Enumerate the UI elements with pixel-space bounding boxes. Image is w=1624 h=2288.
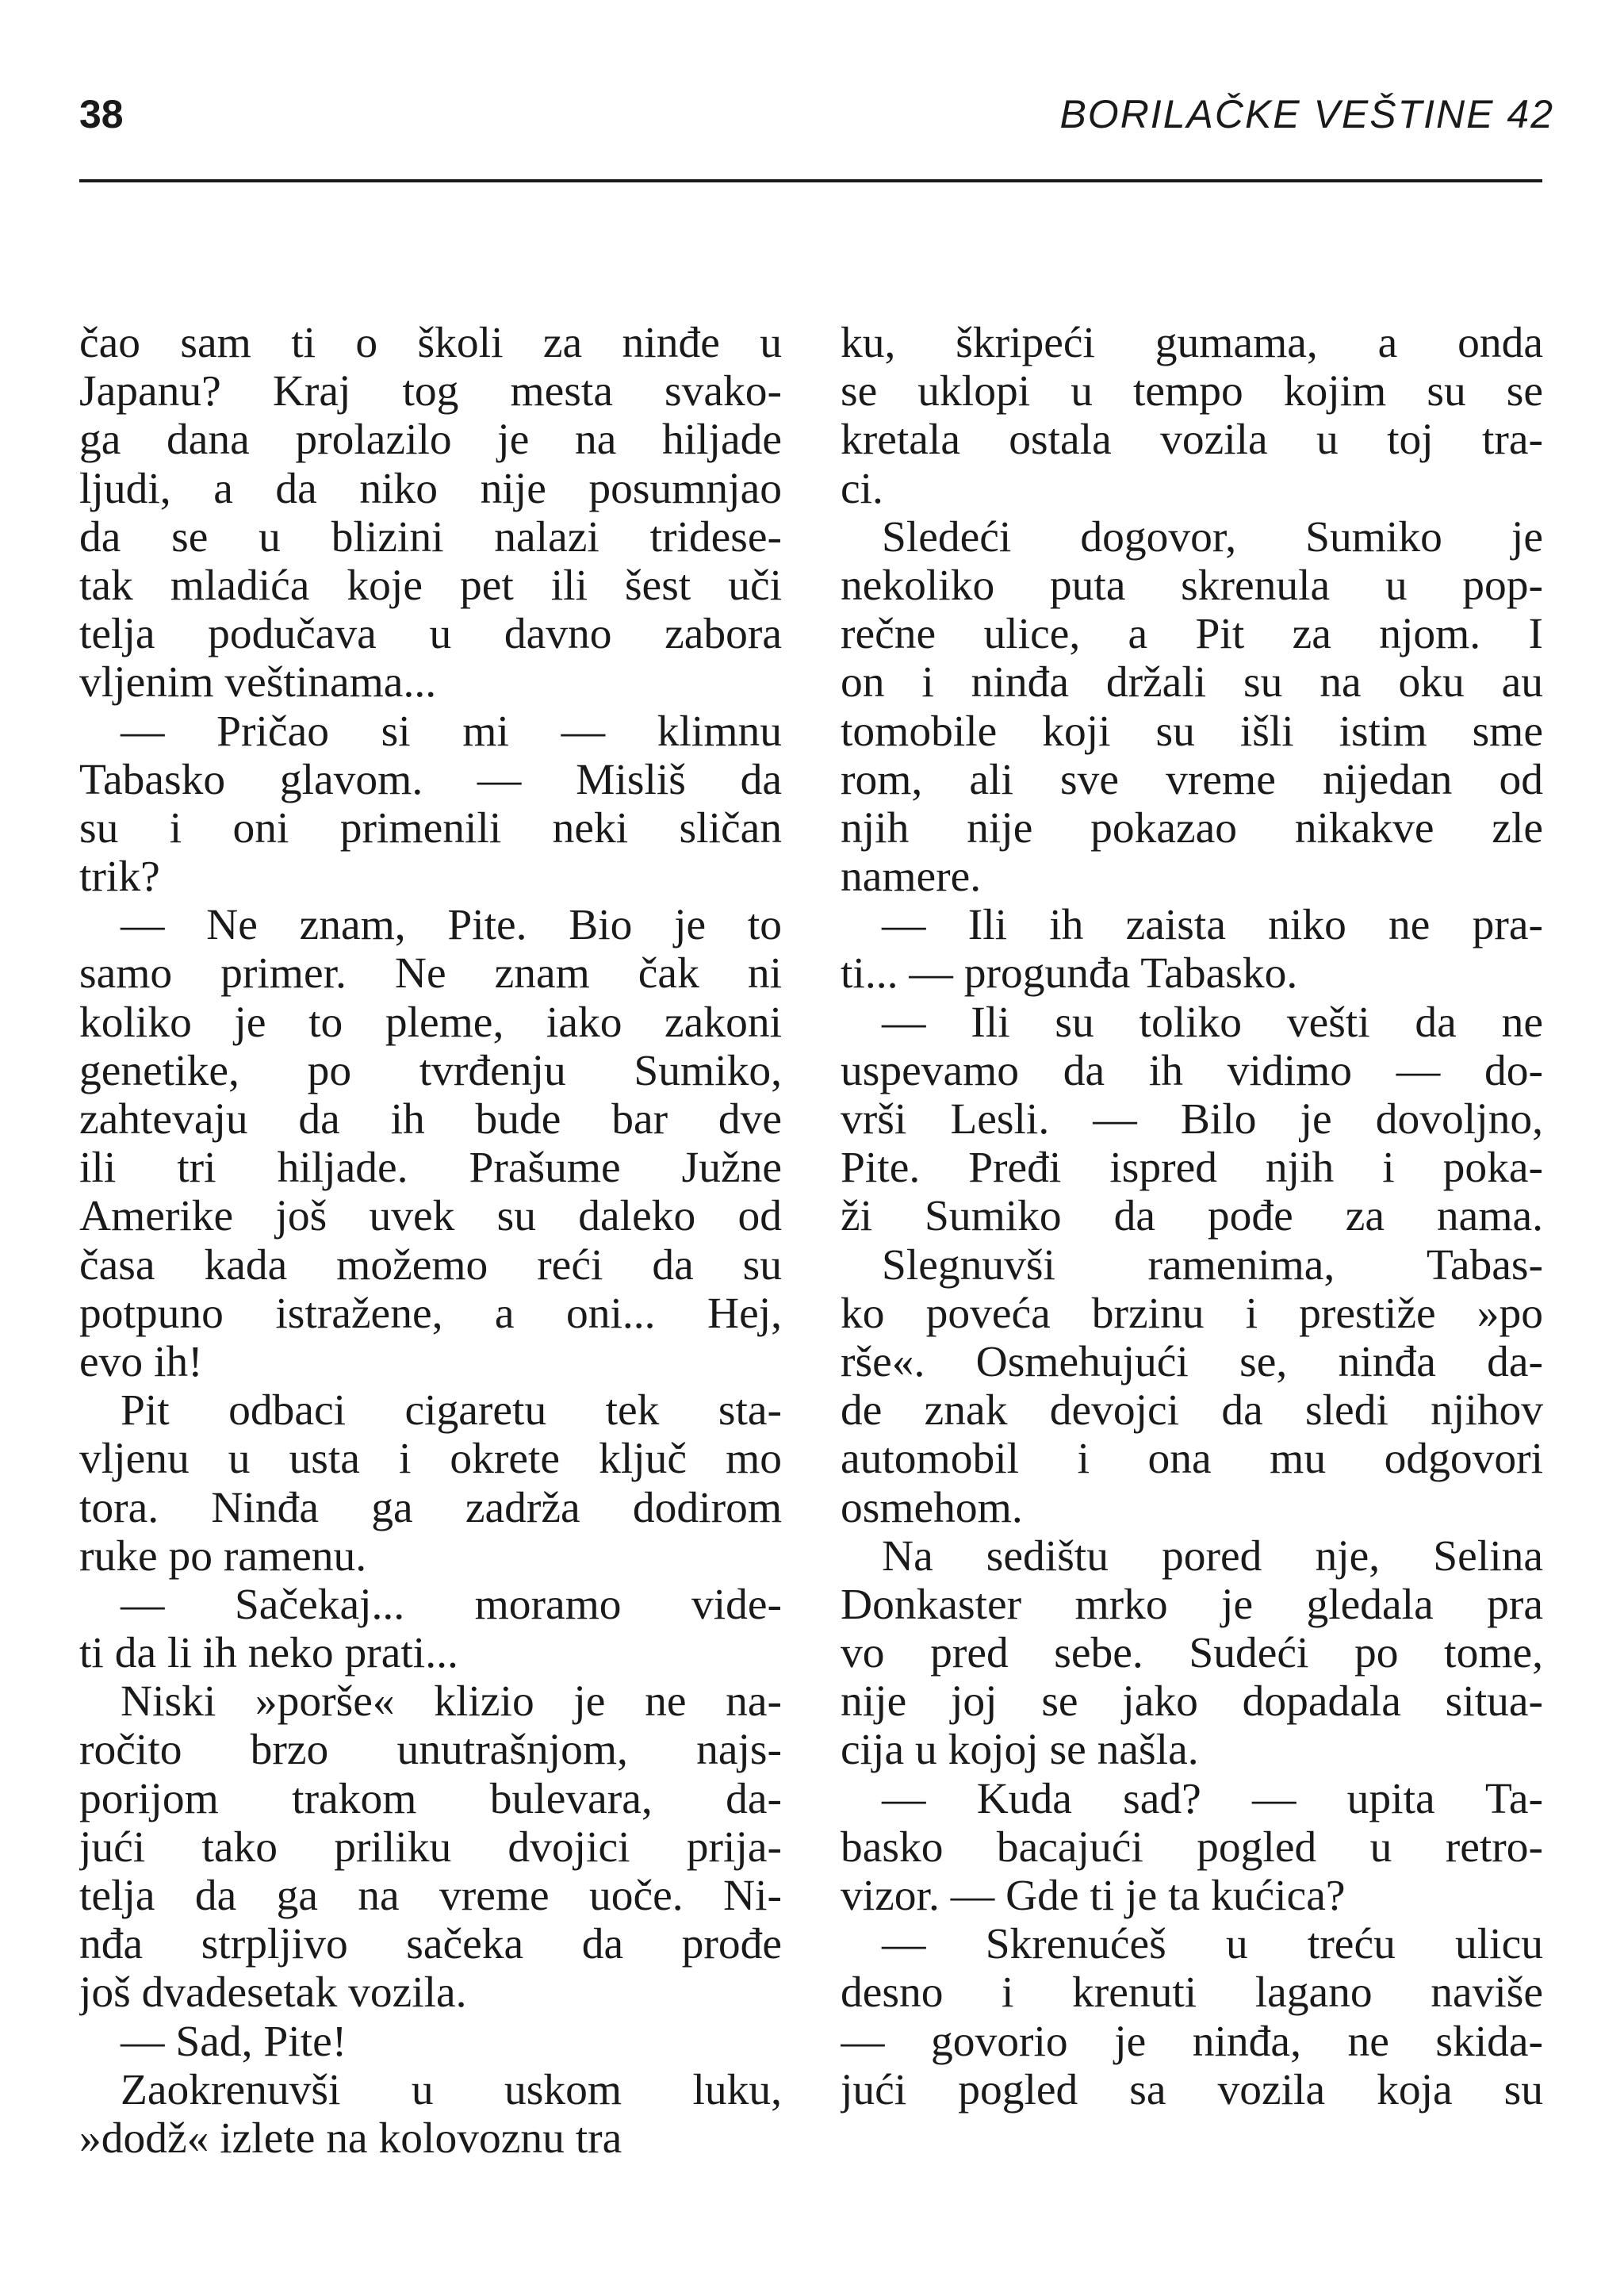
text-line: rše«. Osmehujući se, ninđa da- — [841, 1337, 1543, 1386]
text-line: kretala ostala vozila u toj tra- — [841, 416, 1543, 465]
header-rule — [79, 179, 1542, 182]
text-line: genetike, po tvrđenju Sumiko, — [79, 1046, 782, 1095]
text-line: njih nije pokazao nikakve zle — [841, 803, 1543, 853]
text-line: trik? — [79, 853, 160, 902]
text-line: čao sam ti o školi za ninđe u — [79, 319, 782, 367]
text-line: ku, škripeći gumama, a onda — [841, 319, 1543, 367]
text-line: potpuno istražene, a oni... Hej, — [79, 1289, 782, 1338]
text-line: desno i krenuti lagano naviše — [841, 1968, 1543, 2018]
text-line: Pit odbaci cigaretu tek sta- — [121, 1386, 782, 1435]
text-line: ti da li ih neko prati... — [79, 1629, 458, 1678]
text-line: Zaokrenuvši u uskom luku, — [121, 2065, 782, 2114]
text-line: da se u blizini nalazi tridese- — [79, 512, 782, 561]
text-line: se uklopi u tempo kojim su se — [841, 367, 1543, 416]
text-line: — govorio je ninđa, ne skida- — [841, 2017, 1543, 2066]
text-line: zahtevaju da ih bude bar dve — [79, 1095, 782, 1144]
text-line: Japanu? Kraj tog mesta svako- — [79, 367, 782, 416]
text-line: »dodž« izlete na kolovoznu tra — [79, 2114, 622, 2163]
text-line: basko bacajući pogled u retro- — [841, 1822, 1543, 1872]
text-line: jući tako priliku dvojici prija- — [79, 1822, 782, 1872]
text-column-left — [79, 319, 782, 2163]
text-line: tak mladića koje pet ili šest uči — [79, 561, 782, 610]
text-line: — Ili su toliko vešti da ne — [882, 998, 1543, 1047]
text-line: cija u kojoj se našla. — [841, 1726, 1199, 1775]
text-line: vo pred sebe. Sudeći po tome, — [841, 1629, 1543, 1678]
text-line: — Skrenućeš u treću ulicu — [882, 1920, 1543, 1969]
text-line: su i oni primenili neki sličan — [79, 803, 782, 853]
text-line: nekoliko puta skrenula u pop- — [841, 561, 1543, 610]
text-line: — Kuda sad? — upita Ta- — [882, 1774, 1543, 1823]
text-line: ga dana prolazilo je na hiljade — [79, 416, 782, 465]
text-line: još dvadesetak vozila. — [79, 1968, 467, 2018]
text-line: ruke po ramenu. — [79, 1531, 367, 1581]
text-line: tora. Ninđa ga zadrža dodirom — [79, 1483, 782, 1532]
text-line: telja da ga na vreme uoče. Ni- — [79, 1872, 782, 1920]
text-line: vrši Lesli. — Bilo je dovoljno, — [841, 1095, 1543, 1144]
text-line: ili tri hiljade. Prašume Južne — [79, 1144, 782, 1193]
page-number: 38 — [79, 92, 124, 136]
text-line: — Ili ih zaista niko ne pra- — [882, 901, 1543, 950]
text-line: porijom trakom bulevara, da- — [79, 1774, 782, 1823]
text-line: Amerike još uvek su daleko od — [79, 1192, 782, 1241]
text-line: telja podučava u davno zabora — [79, 610, 782, 659]
text-line: automobil i ona mu odgovori — [841, 1435, 1543, 1484]
text-line: Slegnuvši ramenima, Tabas- — [882, 1240, 1543, 1290]
text-line: ti... — progunđa Tabasko. — [841, 949, 1298, 998]
text-line: časa kada možemo reći da su — [79, 1240, 782, 1290]
text-line: rečne ulice, a Pit za njom. I — [841, 610, 1543, 659]
text-line: ko poveća brzinu i prestiže »po — [841, 1289, 1543, 1338]
text-line: vljenu u usta i okrete ključ mo — [79, 1435, 782, 1484]
text-line: uspevamo da ih vidimo — do- — [841, 1046, 1543, 1095]
text-line: Sledeći dogovor, Sumiko je — [882, 512, 1543, 561]
text-line: de znak devojci da sledi njihov — [841, 1386, 1543, 1435]
text-line: Donkaster mrko je gledala pra — [841, 1580, 1543, 1629]
text-line: Tabasko glavom. — Misliš da — [79, 755, 782, 804]
text-line: vljenim veštinama... — [79, 658, 437, 707]
running-title: BORILAČKE VEŠTINE 42 — [1059, 92, 1554, 136]
text-line: namere. — [841, 853, 982, 902]
text-line: — Pričao si mi — klimnu — [121, 707, 782, 756]
text-line: ljudi, a da niko nije posumnjao — [79, 464, 782, 513]
text-line: jući pogled sa vozila koja su — [841, 2065, 1543, 2114]
text-line: Na sedištu pored nje, Selina — [882, 1531, 1543, 1581]
text-line: Pite. Pređi ispred njih i poka- — [841, 1144, 1543, 1193]
text-line: — Ne znam, Pite. Bio je to — [121, 901, 782, 950]
text-line: — Sačekaj... moramo vide- — [121, 1580, 782, 1629]
text-line: on i ninđa držali su na oku au — [841, 658, 1543, 707]
text-line: evo ih! — [79, 1337, 203, 1386]
page-header — [79, 86, 1554, 143]
text-line: nije joj se jako dopadala situa- — [841, 1677, 1543, 1727]
text-line: Niski »porše« klizio je ne na- — [121, 1677, 782, 1727]
text-line: samo primer. Ne znam čak ni — [79, 949, 782, 998]
text-line: nđa strpljivo sačeka da prođe — [79, 1920, 782, 1969]
text-line: tomobile koji su išli istim sme — [841, 707, 1543, 756]
text-line: ročito brzo unutrašnjom, najs- — [79, 1726, 782, 1775]
text-line: koliko je to pleme, iako zakoni — [79, 998, 782, 1047]
text-line: ci. — [841, 464, 883, 513]
text-line: rom, ali sve vreme nijedan od — [841, 755, 1543, 804]
text-line: vizor. — Gde ti je ta kućica? — [841, 1872, 1346, 1920]
text-line: ži Sumiko da pođe za nama. — [841, 1192, 1543, 1241]
text-line: — Sad, Pite! — [121, 2017, 347, 2066]
text-column-right — [841, 319, 1543, 2114]
text-line: osmehom. — [841, 1483, 1023, 1532]
